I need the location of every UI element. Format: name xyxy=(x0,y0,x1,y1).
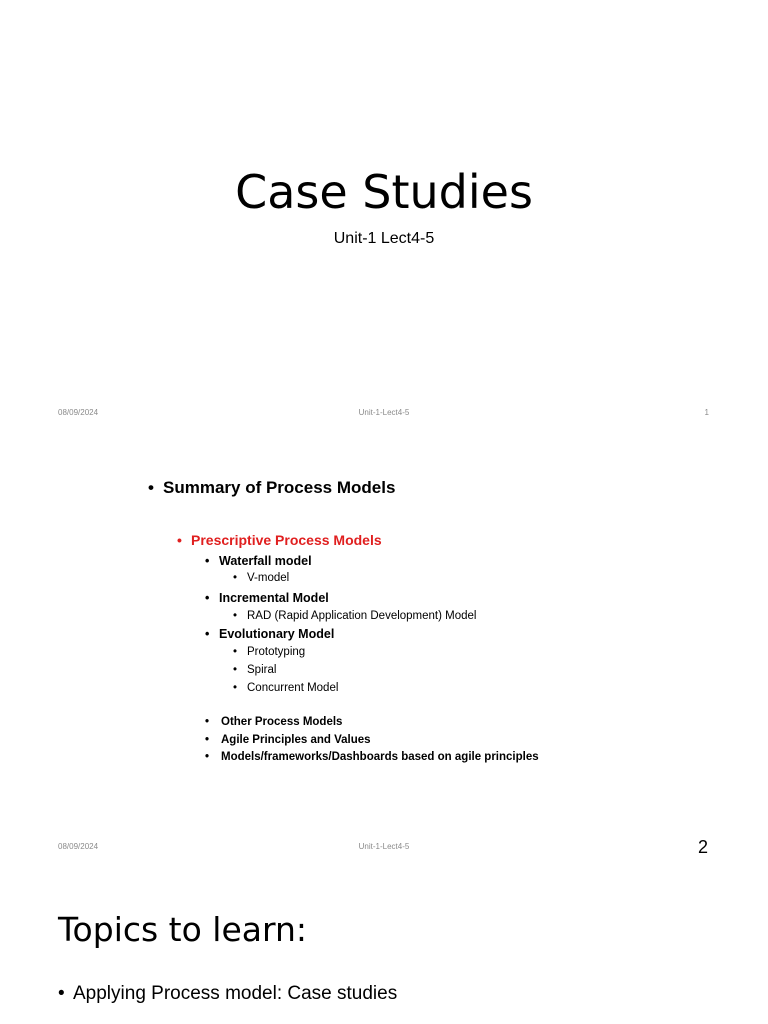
bullet-icon: • xyxy=(205,734,210,746)
slide-footer xyxy=(0,837,768,862)
bullet-icon: • xyxy=(205,627,210,641)
footer-page-number: 2 xyxy=(697,837,708,857)
slide-1 xyxy=(0,0,768,433)
bullet-icon: • xyxy=(205,591,210,605)
bullet-icon: • xyxy=(205,716,210,728)
bullet-text: Applying Process model: Case studies xyxy=(73,983,398,1004)
item-label: Evolutionary Model xyxy=(219,627,335,641)
bullet-icon: • xyxy=(177,532,182,548)
bullet-item xyxy=(205,591,329,605)
subitem-label: Prototyping xyxy=(247,646,306,658)
bullet-section xyxy=(177,532,382,548)
bullet-subitem xyxy=(233,682,338,694)
bullet-subitem xyxy=(233,646,305,658)
slide-footer xyxy=(0,408,768,420)
subitem-label: Concurrent Model xyxy=(247,682,339,694)
footer-date: 08/09/2024 xyxy=(58,408,99,417)
bullet-other xyxy=(205,734,371,746)
bullet-icon: • xyxy=(233,610,238,622)
bullet-subitem xyxy=(233,610,476,622)
bullet-subitem xyxy=(233,572,289,584)
slide-3 xyxy=(0,865,768,1024)
item-label: Incremental Model xyxy=(219,591,329,605)
bullet-heading xyxy=(148,478,395,498)
subitem-label: V-model xyxy=(247,572,290,584)
subitem-label: Spiral xyxy=(247,664,277,676)
bullet-icon: • xyxy=(233,646,238,658)
bullet-other xyxy=(205,751,539,763)
bullet-subitem xyxy=(233,664,276,676)
bullet-icon: • xyxy=(233,664,238,676)
footer-center-text: Unit-1-Lect4-5 xyxy=(358,408,410,417)
section-text: Prescriptive Process Models xyxy=(191,532,382,548)
heading-text: Summary of Process Models xyxy=(163,478,396,497)
bullet-item xyxy=(205,554,312,568)
footer-page-number: 1 xyxy=(704,408,709,417)
bullet-other xyxy=(205,716,342,728)
item-label: Waterfall model xyxy=(219,554,312,568)
bullet-icon: • xyxy=(148,478,154,497)
slide-subtitle: Unit-1 Lect4-5 xyxy=(333,230,435,247)
bullet-item xyxy=(58,983,397,1005)
slide-2 xyxy=(0,433,768,865)
bullet-icon: • xyxy=(58,983,65,1004)
bullet-icon: • xyxy=(233,682,238,694)
slide-title: Topics to learn: xyxy=(58,910,308,949)
bullet-icon: • xyxy=(233,572,238,584)
bullet-item xyxy=(205,627,334,641)
footer-date: 08/09/2024 xyxy=(58,842,99,851)
bullet-icon: • xyxy=(205,751,210,763)
subitem-label: RAD (Rapid Application Development) Model xyxy=(247,610,477,622)
bullet-icon: • xyxy=(205,554,210,568)
slide-title: Case Studies xyxy=(235,165,533,219)
other-label: Agile Principles and Values xyxy=(221,734,371,746)
other-label: Models/frameworks/Dashboards based on agile principles xyxy=(221,751,539,763)
footer-center-text: Unit-1-Lect4-5 xyxy=(358,842,410,851)
other-label: Other Process Models xyxy=(221,716,343,728)
